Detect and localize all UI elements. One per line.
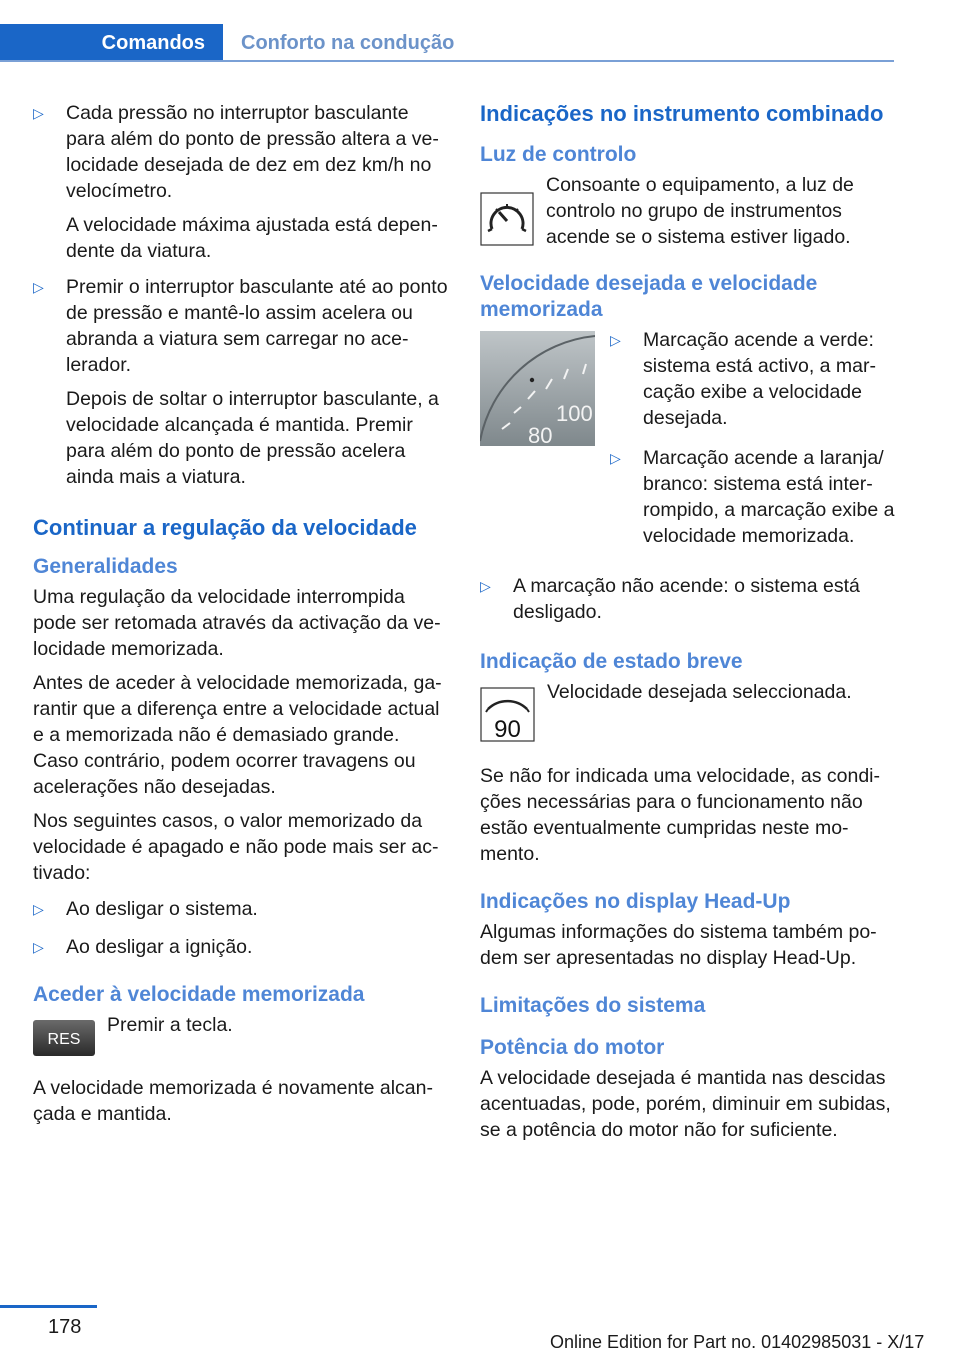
header-divider xyxy=(0,60,894,62)
bullet-text: Premir o interruptor basculante até ao ponto de pressão e mantê-lo assim acelera ou abranda a viatura sem carregar no acelerador. xyxy=(66,276,448,376)
bullet-text: Cada pressão no interruptor basculante para além do ponto de pressão altera a velocidade desejada de dez em dez km/h no velocímetro. xyxy=(66,102,439,202)
page-number: 178 xyxy=(48,1316,82,1338)
bullet-text: Marcação acende a laranja/ branco: sistema está interrompido, a marcação exibe a velocidade memorizada. xyxy=(643,447,895,547)
paragraph: A velocidade desejada é mantida nas descidas acentuadas, pode, porém, diminuir em subidas, se a potência do motor não for suficiente. xyxy=(480,1067,891,1141)
luz-text: Consoante o equipamento, a luz de controlo no grupo de instrumentos acende se o sistema estiver ligado. xyxy=(546,174,854,248)
heading-indicacoes: Indicações no instrumento combinado xyxy=(480,101,884,126)
heading-estado: Indicação de estado breve xyxy=(480,650,743,673)
svg-text:100: 100 xyxy=(556,401,593,426)
paragraph: Se não for indicada uma velocidade, as condições necessárias para o funcionamento não estão eventualmente cumpridas neste momento. xyxy=(480,765,881,865)
estado-text: Velocidade desejada seleccionada. xyxy=(547,681,852,703)
paragraph: Antes de aceder à velocidade memorizada, garantir que a diferença entre a velocidade actual e a memorizada não é demasiado grande. Caso contrário, podem ocorrer travagens ou acelerações não desejadas. xyxy=(33,672,442,798)
left-column xyxy=(33,100,448,1135)
bullet-triangle-icon: ▷ xyxy=(33,105,44,121)
heading-generalidades: Generalidades xyxy=(33,555,178,578)
tab-conforto[interactable]: Conforto na condução xyxy=(241,31,455,54)
res-instruction: Premir a tecla. xyxy=(107,1014,233,1036)
estado-row xyxy=(480,679,895,749)
heading-continuar: Continuar a regulação da velocidade xyxy=(33,515,417,540)
page-number-rule xyxy=(0,1305,97,1308)
bullet-text: Ao desligar a ignição. xyxy=(66,936,253,958)
edition-note: Online Edition for Part no. 01402985031 - X/17 xyxy=(550,1332,925,1352)
page-header xyxy=(0,0,894,60)
bullet-triangle-icon: ▷ xyxy=(480,578,491,594)
res-button-row xyxy=(33,1012,448,1063)
list-item xyxy=(610,445,895,549)
heading-velocidade: Velocidade desejada e velocidade memorizada xyxy=(480,272,818,321)
status-display-icon xyxy=(480,687,535,749)
speedometer-image xyxy=(480,331,595,446)
bullet-text: Depois de soltar o interruptor basculante, a velocidade alcançada é mantida. Premir para além do ponto de pressão acelera ainda mais a viatura. xyxy=(66,388,439,488)
paragraph: Uma regulação da velocidade interrompida pode ser retomada através da activação da velocidade memorizada. xyxy=(33,586,441,660)
heading-potencia: Potência do motor xyxy=(480,1036,665,1059)
heading-limitacoes: Limitações do sistema xyxy=(480,994,706,1017)
bullet-text: A velocidade máxima ajustada está dependente da viatura. xyxy=(66,214,438,262)
tab-comandos[interactable]: Comandos xyxy=(0,24,223,62)
paragraph: A velocidade memorizada é novamente alcançada e mantida. xyxy=(33,1077,433,1125)
paragraph: Nos seguintes casos, o valor memorizado da velocidade é apagado e não pode mais ser activado: xyxy=(33,810,439,884)
heading-aceder: Aceder à velocidade memorizada xyxy=(33,983,365,1006)
bullet-triangle-icon: ▷ xyxy=(33,901,44,917)
bullet-text: Ao desligar o sistema. xyxy=(66,898,258,920)
right-column xyxy=(480,100,895,1151)
bullet-triangle-icon: ▷ xyxy=(610,450,621,466)
luz-row xyxy=(480,172,895,253)
heading-luz: Luz de controlo xyxy=(480,143,637,166)
list-item xyxy=(610,327,895,431)
speedo-row xyxy=(480,327,895,559)
svg-text:RES: RES xyxy=(47,1031,81,1048)
bullet-text: A marcação não acende: o sistema está desligado. xyxy=(513,575,860,623)
paragraph: Algumas informações do sistema também podem ser apresentadas no display Head-Up. xyxy=(480,921,877,969)
list-item xyxy=(33,274,448,490)
cruise-control-icon xyxy=(480,192,534,253)
bullet-triangle-icon: ▷ xyxy=(33,939,44,955)
bullet-triangle-icon: ▷ xyxy=(610,332,621,348)
list-item xyxy=(33,896,448,922)
svg-text:80: 80 xyxy=(528,423,553,446)
bullet-triangle-icon: ▷ xyxy=(33,279,44,295)
heading-headup: Indicações no display Head-Up xyxy=(480,890,791,913)
res-button-icon xyxy=(33,1020,95,1063)
svg-text:90: 90 xyxy=(494,716,521,742)
bullet-text: Marcação acende a verde: sistema está activo, a marcação exibe a velocidade desejada. xyxy=(643,329,876,429)
list-item xyxy=(480,573,895,625)
speedo-bullets xyxy=(610,327,895,559)
list-item xyxy=(33,934,448,960)
list-item xyxy=(33,100,448,264)
